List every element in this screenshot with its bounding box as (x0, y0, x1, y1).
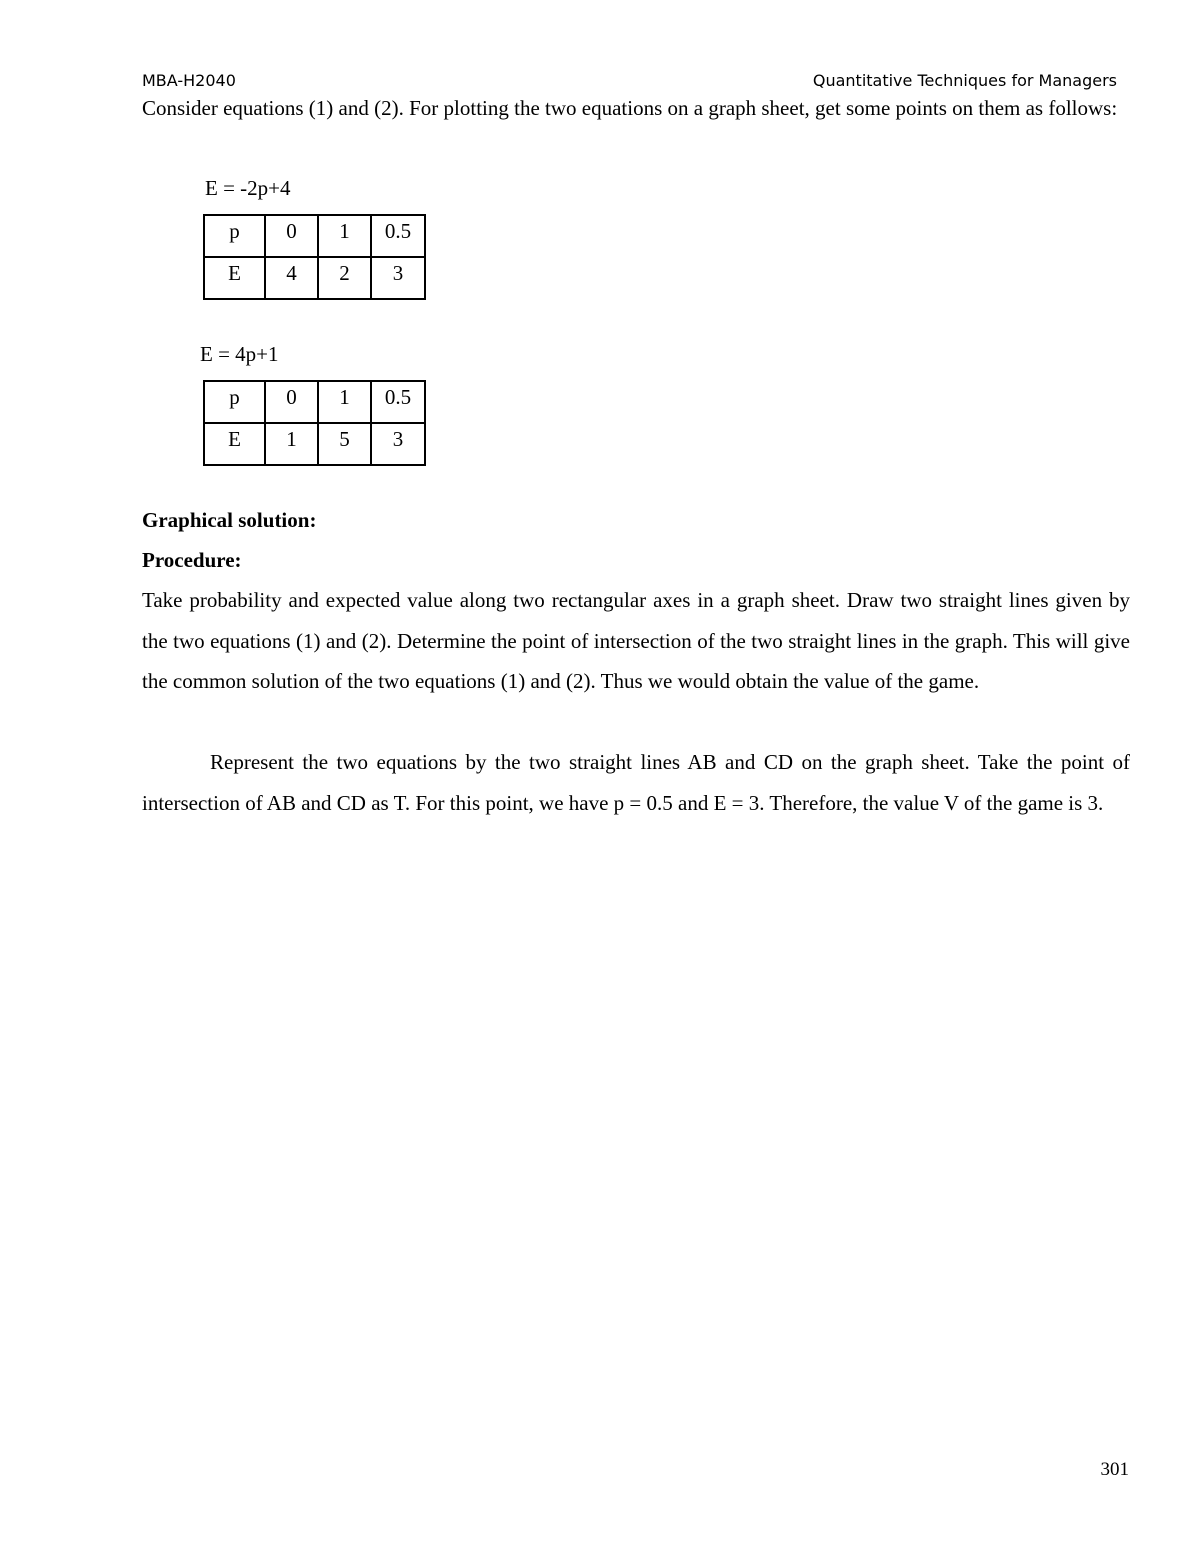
equation-1-label: E = -2p+4 (205, 176, 291, 200)
table-cell: 2 (318, 257, 371, 299)
table-cell: p (204, 381, 265, 423)
table-cell: E (204, 257, 265, 299)
intro-paragraph: Consider equations (1) and (2). For plotting the two equations on a graph sheet, get some points on them as follows: (142, 96, 1118, 120)
procedure-heading: Procedure: (142, 548, 242, 572)
represent-paragraph: Represent the two equations by the two straight lines AB and CD on the graph sheet. Take the point of intersection of AB and CD as T. For this point, we have p = 0.5 and E = 3. Therefore, the value V of the game is 3. (142, 750, 1130, 815)
table-row (204, 423, 425, 465)
header-course-code: MBA-H2040 (142, 71, 236, 90)
header-course-title: Quantitative Techniques for Managers (812, 71, 1117, 90)
table-cell: 3 (371, 257, 425, 299)
table-cell: 1 (265, 423, 318, 465)
table-row (204, 257, 425, 299)
table-cell: 0 (265, 381, 318, 423)
equation-1-table (203, 214, 426, 300)
equation-2-table (203, 380, 426, 466)
table-cell: 5 (318, 423, 371, 465)
table-row (204, 381, 425, 423)
table-cell: 0.5 (371, 215, 425, 257)
table-cell: 1 (318, 215, 371, 257)
table-row (204, 215, 425, 257)
page-number: 301 (1100, 1459, 1129, 1480)
procedure-paragraph: Take probability and expected value along two rectangular axes in a graph sheet. Draw two straight lines given by the two equations (1) and (2). Determine the point of intersection of the two straight lines in the graph. This will give the common solution of the two equations (1) and (2). Thus we would obtain the value of the game. (142, 588, 1130, 693)
table-cell: 0.5 (371, 381, 425, 423)
graphical-solution-heading: Graphical solution: (142, 508, 317, 532)
table-cell: 0 (265, 215, 318, 257)
table-cell: 3 (371, 423, 425, 465)
table-cell: 4 (265, 257, 318, 299)
table-cell: 1 (318, 381, 371, 423)
table-cell: p (204, 215, 265, 257)
equation-2-label: E = 4p+1 (200, 342, 279, 366)
table-cell: E (204, 423, 265, 465)
